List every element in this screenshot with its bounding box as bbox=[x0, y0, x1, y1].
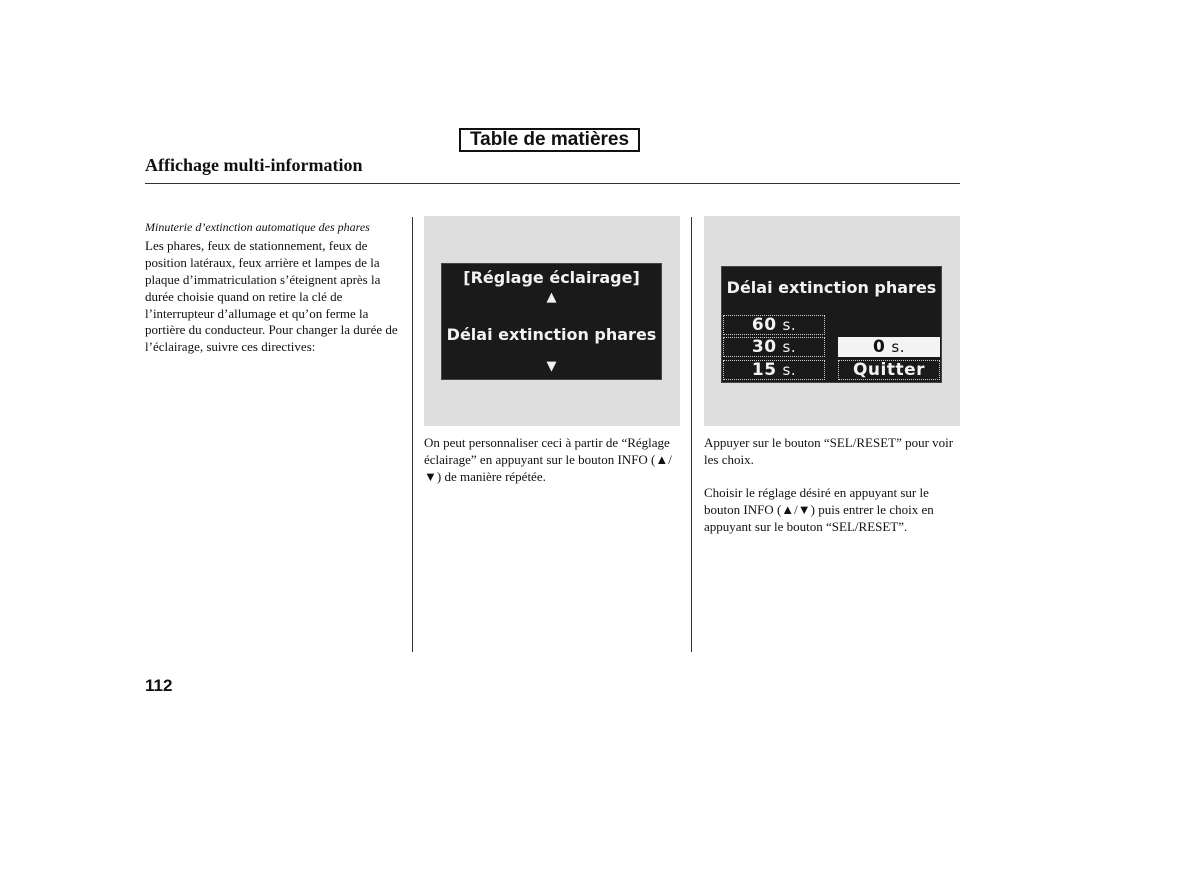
intro-paragraph: Les phares, feux de stationnement, feux de position latéraux, feux arrière et lampes de la plaque d’immatriculation s’éteignent après la durée choisie quand on retire la clé de l’interrupteur d’allumage et qu’on ferme la portière du conducteur. Pour changer la durée de l’éclairage, suivre ces directives: bbox=[145, 237, 398, 355]
column-divider-1 bbox=[412, 217, 413, 652]
display-figure-2 bbox=[704, 216, 960, 426]
option-value: 60 bbox=[751, 315, 777, 335]
display-screen-lighting bbox=[441, 263, 662, 380]
caption-paragraph-1: Appuyer sur le bouton “SEL/RESET” pour voir les choix. bbox=[704, 435, 954, 467]
option-value: 15 bbox=[751, 360, 777, 380]
caption-paragraph-2: Choisir le réglage désiré en appuyant sur le bouton INFO (▲/▼) puis entrer le choix en appuyant sur le bouton “SEL/RESET”. bbox=[704, 484, 934, 534]
option-value: 0 bbox=[873, 337, 886, 357]
option-value: 30 bbox=[751, 337, 777, 357]
caption-figure-1 bbox=[424, 435, 684, 502]
option-unit: s. bbox=[782, 316, 797, 334]
option-unit: s. bbox=[891, 338, 905, 356]
caption-paragraph: On peut personnaliser ceci à partir de “Réglage éclairage” en appuyant sur le bouton INFO (▲/▼) de manière répétée. bbox=[424, 435, 672, 484]
screen-item: Délai extinction phares bbox=[446, 325, 657, 344]
subheading: Minuterie d’extinction automatique des phares bbox=[145, 220, 370, 234]
column-divider-2 bbox=[691, 217, 692, 652]
display-screen-delay bbox=[721, 266, 942, 383]
display-figure-1 bbox=[424, 216, 680, 426]
section-title: Affichage multi-information bbox=[145, 155, 363, 175]
option-30s bbox=[723, 337, 825, 357]
table-of-contents-button[interactable]: Table de matières bbox=[459, 128, 640, 152]
page-number: 112 bbox=[145, 676, 173, 695]
option-quit bbox=[838, 360, 940, 380]
up-arrow-icon: ▲ bbox=[546, 290, 557, 305]
option-0s-selected bbox=[838, 337, 940, 357]
quit-label: Quitter bbox=[852, 360, 926, 380]
down-arrow-icon: ▼ bbox=[546, 359, 557, 374]
caption-figure-2 bbox=[704, 435, 960, 552]
intro-column bbox=[145, 219, 403, 356]
option-unit: s. bbox=[782, 338, 797, 356]
option-60s bbox=[723, 315, 825, 335]
screen-header: [Réglage éclairage] bbox=[463, 268, 640, 287]
header-rule bbox=[145, 183, 960, 184]
option-unit: s. bbox=[782, 361, 797, 379]
option-15s bbox=[723, 360, 825, 380]
screen-title: Délai extinction phares bbox=[726, 278, 937, 297]
